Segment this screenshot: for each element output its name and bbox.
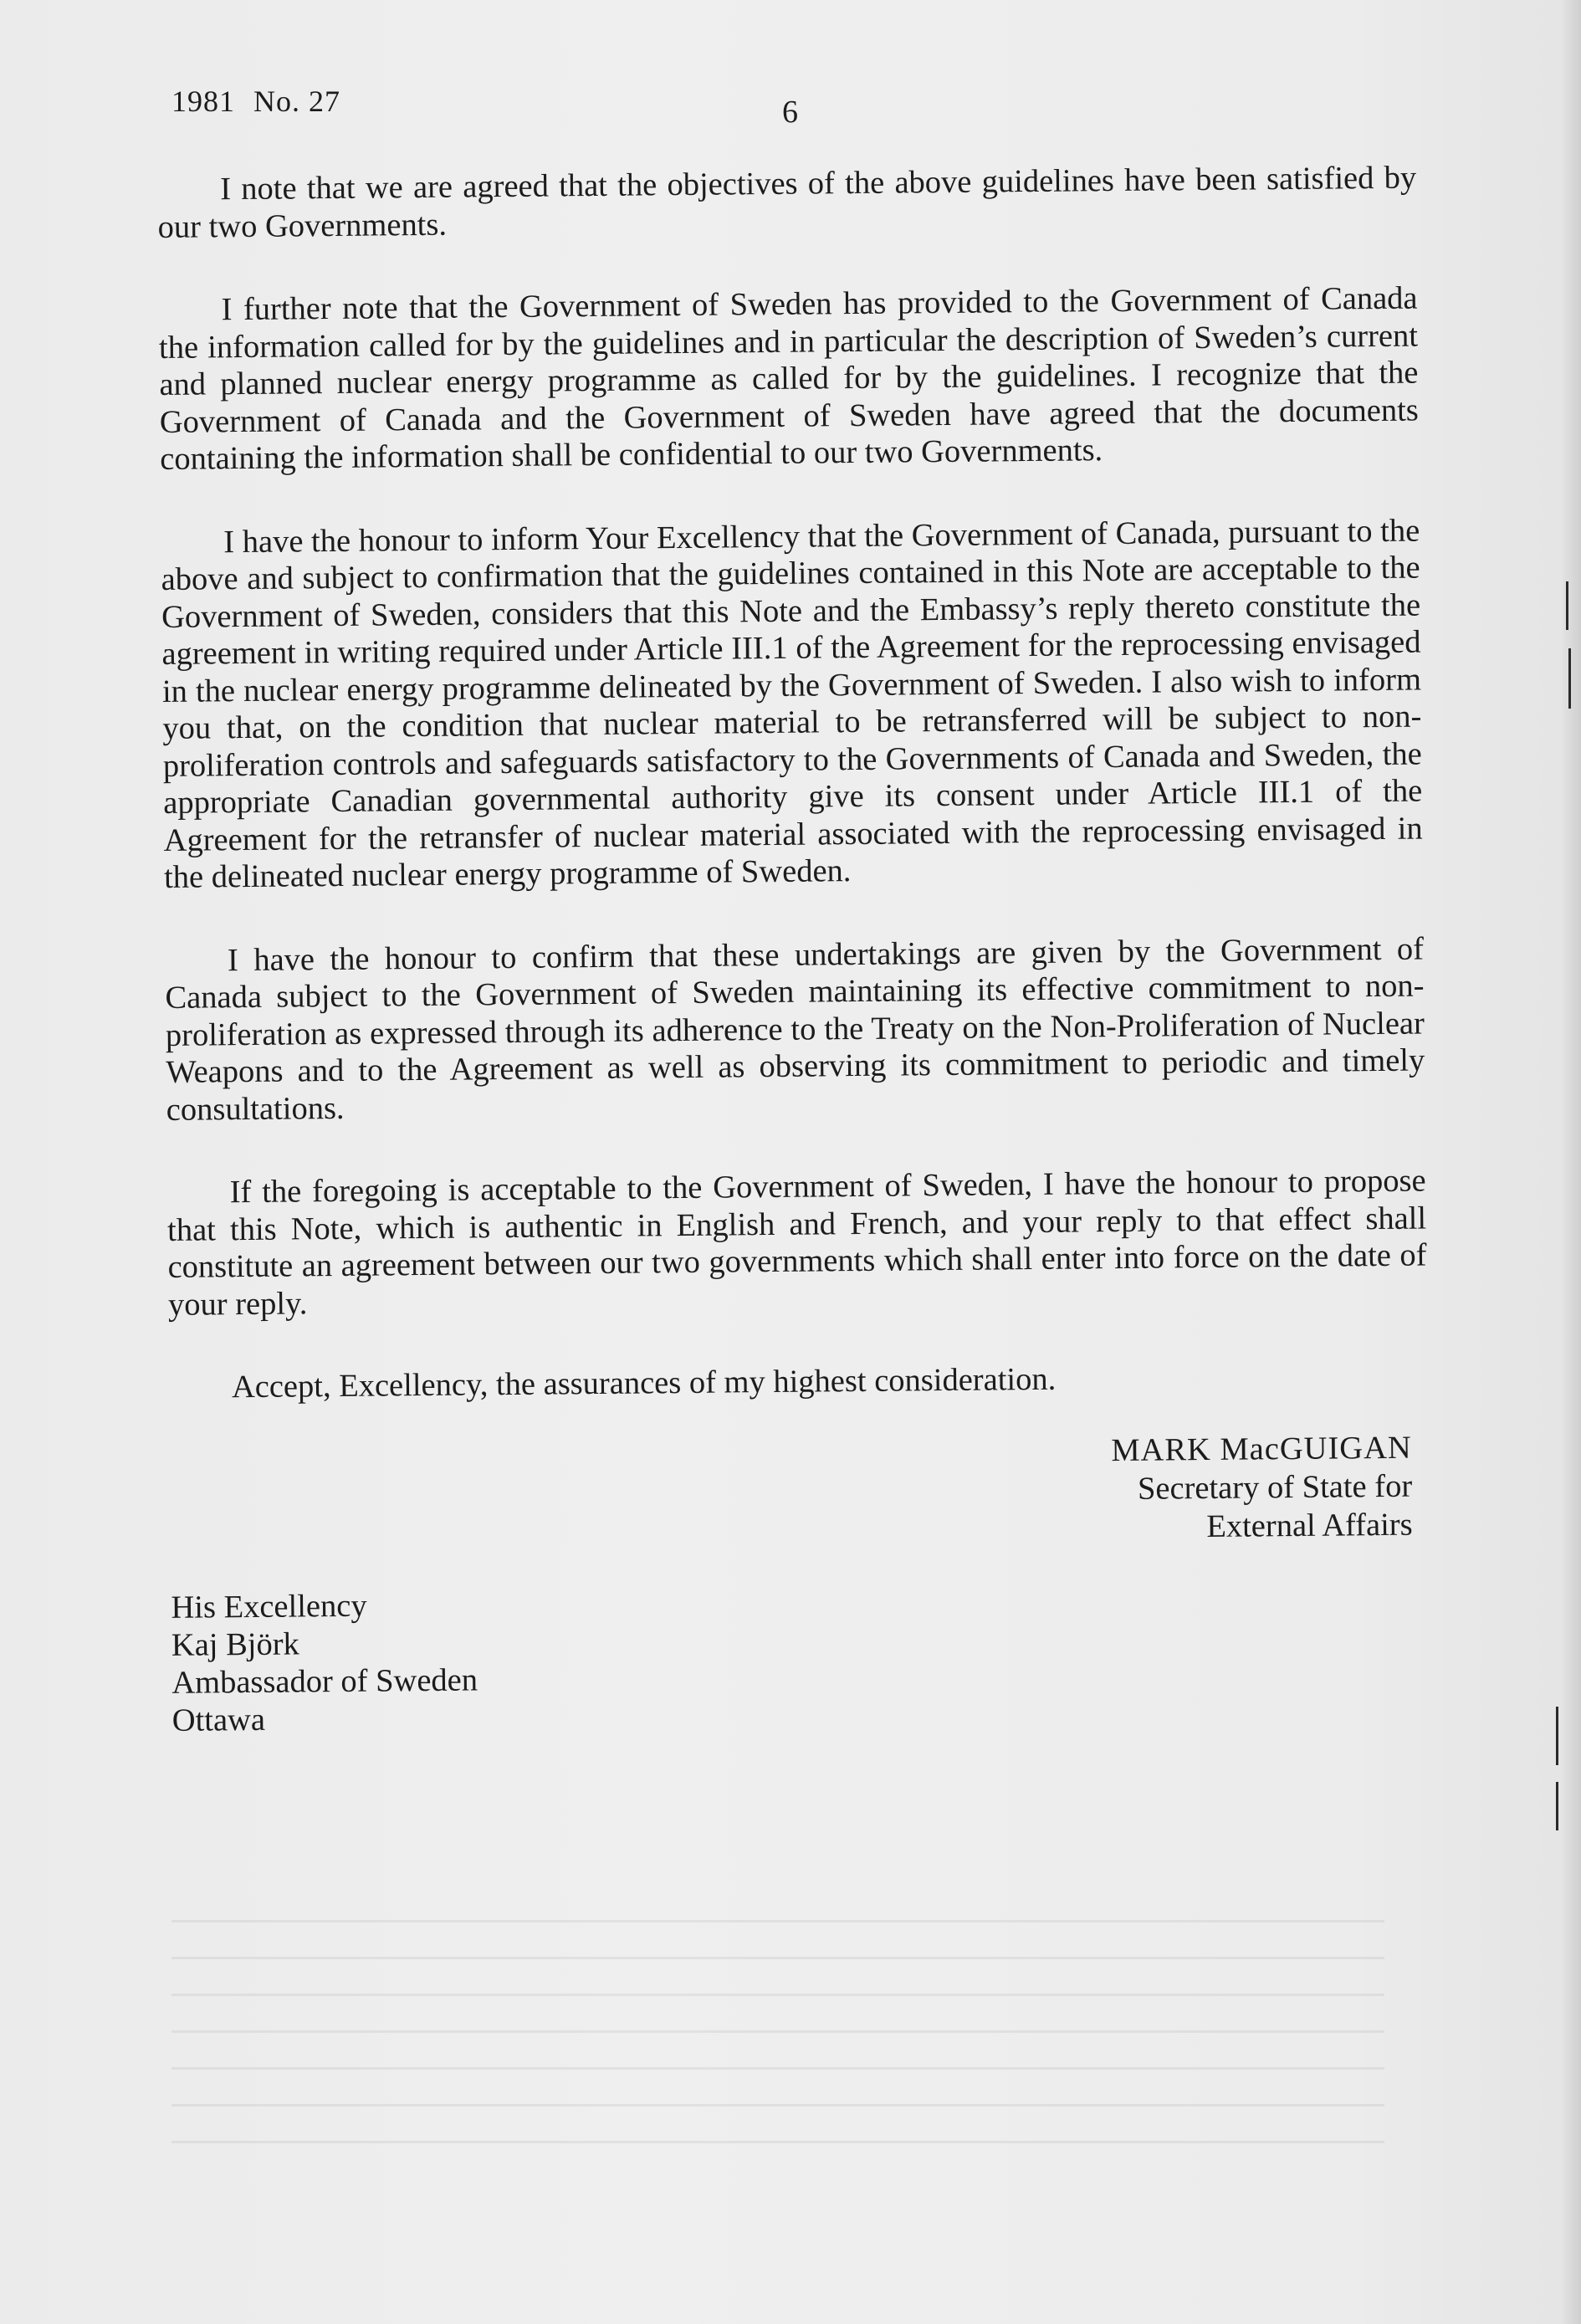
letter-body bbox=[157, 160, 1435, 1740]
paragraph-objectives: I note that we are agreed that the objectives of the above guidelines have been satisfied by our two Governments. bbox=[157, 160, 1425, 245]
paragraph-undertakings: I have the honour to confirm that these undertakings are given by the Government of Canada subject to the Government of Sweden maintaining its effective commitment to non-proliferation as expressed through its adherence to the Treaty on the Non-Proliferation of Nuclear Weapons and to the Agreement as well as observing its commitment to periodic and timely consultations. bbox=[165, 930, 1434, 1128]
signatory-title-line-1: Secretary of State for bbox=[1137, 1468, 1413, 1507]
document-reference bbox=[171, 84, 340, 119]
page-number: 6 bbox=[782, 95, 798, 130]
signatory-title-line-2: External Affairs bbox=[1206, 1507, 1413, 1544]
margin-mark bbox=[1566, 581, 1568, 630]
addressee-line-3: Ambassador of Sweden bbox=[171, 1661, 478, 1701]
paragraph-information: I further note that the Government of Sweden has provided to the Government of Canada the information called for by the guidelines and in particular the description of Sweden’s current and planned nuclear energy programme as called for by the guidelines. I recognize that the Government of Canada and the Government of Sweden have agreed that the documents containing the information shall be confidential to our two Governments. bbox=[158, 280, 1427, 477]
addressee-block bbox=[171, 1577, 1431, 1739]
reference-year: 1981 bbox=[171, 84, 235, 118]
closing-line: Accept, Excellency, the assurances of my highest consideration. bbox=[231, 1361, 1057, 1405]
paragraph-agreement: I have the honour to inform Your Excellency that the Government of Canada, pursuant to the above and subject to confirmation that the guidelines contained in this Note are acceptable to the Government of Sweden, considers that this Note and the Embassy’s reply thereto constitute the agreement in writing required under Article III.1 of the Agreement for the reprocessing envisaged in the nuclear energy programme delineated by the Government of Sweden. I also wish to inform you that, on the condition that nuclear material to be retransferred will be subject to non-proliferation controls and safeguards satisfactory to the Governments of Canada and Sweden, the appropriate Canadian governmental authority give its consent under Article III.1 of the Agreement for the retransfer of nuclear material associated with the reprocessing envisaged in the delineated nuclear energy programme of Sweden. bbox=[161, 512, 1431, 895]
margin-mark bbox=[1568, 648, 1571, 709]
reference-number: No. 27 bbox=[253, 84, 340, 118]
signatory-name: MARK MacGUIGAN bbox=[1111, 1430, 1412, 1468]
show-through-texture bbox=[171, 1920, 1384, 2171]
signature-block bbox=[170, 1428, 1413, 1555]
addressee-line-1: His Excellency bbox=[171, 1588, 367, 1625]
paragraph-proposal: If the foregoing is acceptable to the Government of Sweden, I have the honour to propose that this Note, which is authentic in English and French, and your reply to that effect shall constitute an agreement between our two governments which shall enter into force on the date of your reply. bbox=[166, 1163, 1435, 1323]
margin-mark bbox=[1556, 1707, 1558, 1765]
addressee-line-4: Ottawa bbox=[171, 1702, 266, 1738]
margin-mark bbox=[1556, 1782, 1558, 1830]
page-edge-shadow bbox=[1563, 0, 1581, 2324]
addressee-line-2: Kaj Björk bbox=[171, 1625, 300, 1663]
